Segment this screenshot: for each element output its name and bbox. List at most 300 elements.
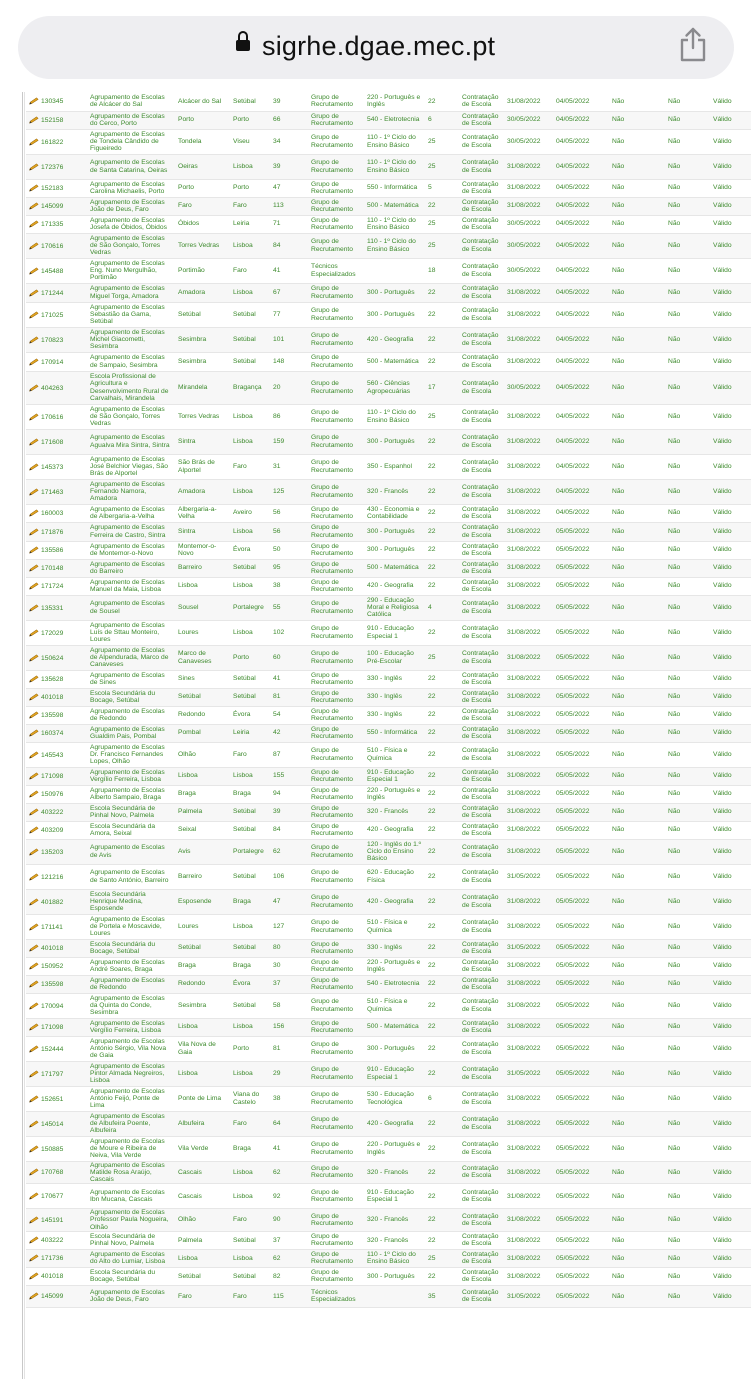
table-row[interactable] <box>26 1249 751 1267</box>
offer-id-cell[interactable] <box>26 645 88 670</box>
flag-1: Não <box>612 1094 625 1102</box>
table-row[interactable] <box>26 522 751 541</box>
offer-id: 135598 <box>41 980 64 988</box>
offer-id-cell[interactable] <box>26 1061 88 1086</box>
status: Válido <box>713 509 732 517</box>
table-row[interactable] <box>26 429 751 454</box>
publication-date-cell <box>554 767 610 785</box>
table-row[interactable] <box>26 803 751 821</box>
contract-type: Contratação de Escola <box>462 822 499 837</box>
contract-type-cell <box>460 327 505 352</box>
contract-type-cell <box>460 371 505 404</box>
offer-id-cell[interactable] <box>26 504 88 522</box>
publication-date: 04/05/2022 <box>556 487 590 495</box>
group-code-cell <box>426 283 460 302</box>
offer-id-cell[interactable] <box>26 914 88 939</box>
offer-id-cell[interactable] <box>26 302 88 327</box>
district-cell <box>231 559 271 577</box>
offer-id-cell[interactable] <box>26 939 88 957</box>
status-cell <box>711 993 751 1018</box>
contract-type: Contratação de Escola <box>462 578 499 593</box>
publication-date-cell <box>554 197 610 215</box>
flag-2-cell <box>666 1086 711 1111</box>
offer-id-cell[interactable] <box>26 1036 88 1061</box>
offer-id-cell[interactable] <box>26 724 88 742</box>
publication-date: 05/05/2022 <box>556 1094 590 1102</box>
table-row[interactable] <box>26 742 751 767</box>
offer-id-cell[interactable] <box>26 595 88 620</box>
recruitment-type: Técnicos Especializados <box>311 263 356 278</box>
table-row[interactable] <box>26 839 751 864</box>
edit-pencil-icon[interactable] <box>28 289 40 297</box>
district-cell <box>231 975 271 993</box>
flag-1-cell <box>610 914 666 939</box>
table-row[interactable] <box>26 327 751 352</box>
end-date: 31/08/2022 <box>507 1001 541 1009</box>
edit-pencil-icon[interactable] <box>28 1120 40 1128</box>
table-row[interactable] <box>26 1267 751 1285</box>
district-cell <box>231 352 271 371</box>
recruitment-type-cell <box>309 767 365 785</box>
table-row[interactable] <box>26 283 751 302</box>
district: Faro <box>233 750 247 758</box>
recruitment-type: Grupo de Recrutamento <box>311 1233 354 1248</box>
edit-pencil-icon[interactable] <box>28 564 40 572</box>
offer-id-cell[interactable] <box>26 577 88 595</box>
table-row[interactable] <box>26 939 751 957</box>
offer-id: 403209 <box>41 826 64 834</box>
table-row[interactable] <box>26 670 751 688</box>
edit-pencil-icon[interactable] <box>28 116 40 124</box>
edit-pencil-icon[interactable] <box>28 629 40 637</box>
edit-pencil-icon[interactable] <box>28 163 40 171</box>
group-code: 17 <box>428 383 436 391</box>
table-row[interactable] <box>26 1209 751 1232</box>
end-date: 31/08/2022 <box>507 962 541 970</box>
edit-pencil-icon[interactable] <box>28 184 40 192</box>
edit-pencil-icon[interactable] <box>28 873 40 881</box>
recruitment-type: Grupo de Recrutamento <box>311 238 354 253</box>
flag-1: Não <box>612 412 625 420</box>
offer-id-cell[interactable] <box>26 154 88 179</box>
table-row[interactable] <box>26 1231 751 1249</box>
table-row[interactable] <box>26 454 751 479</box>
table-row[interactable] <box>26 688 751 706</box>
status: Válido <box>713 412 732 420</box>
hours: 81 <box>273 693 281 701</box>
end-date: 31/08/2022 <box>507 97 541 105</box>
hours-cell <box>271 111 309 129</box>
district: Viseu <box>233 137 250 145</box>
district: Lisboa <box>233 162 253 170</box>
school-name-cell <box>88 154 176 179</box>
offer-id: 152651 <box>41 1095 64 1103</box>
table-row[interactable] <box>26 1086 751 1111</box>
edit-pencil-icon[interactable] <box>28 808 40 816</box>
recruitment-group-cell <box>365 111 426 129</box>
edit-pencil-icon[interactable] <box>28 654 40 662</box>
edit-pencil-icon[interactable] <box>28 944 40 952</box>
offer-id-cell[interactable] <box>26 429 88 454</box>
offer-id-cell[interactable] <box>26 1161 88 1184</box>
offer-id-cell[interactable] <box>26 258 88 283</box>
offer-id-cell[interactable] <box>26 559 88 577</box>
table-row[interactable] <box>26 352 751 371</box>
table-row[interactable] <box>26 620 751 645</box>
flag-2: Não <box>668 1236 681 1244</box>
offer-id-cell[interactable] <box>26 742 88 767</box>
recruitment-group: 120 - Inglês do 1.º Ciclo do Ensino Básico <box>367 840 422 863</box>
flag-1: Não <box>612 826 625 834</box>
edit-pencil-icon[interactable] <box>28 1145 40 1153</box>
table-row[interactable] <box>26 864 751 889</box>
hours: 77 <box>273 310 281 318</box>
status: Válido <box>713 1023 732 1031</box>
offer-id-cell[interactable] <box>26 803 88 821</box>
offer-id-cell[interactable] <box>26 541 88 559</box>
table-row[interactable] <box>26 504 751 522</box>
edit-pencil-icon[interactable] <box>28 1045 40 1053</box>
edit-pencil-icon[interactable] <box>28 582 40 590</box>
table-row[interactable] <box>26 1036 751 1061</box>
offer-id-cell[interactable] <box>26 957 88 975</box>
offer-id-cell[interactable] <box>26 1209 88 1232</box>
edit-pencil-icon[interactable] <box>28 1002 40 1010</box>
recruitment-group-cell <box>365 1111 426 1136</box>
flag-1-cell <box>610 1267 666 1285</box>
recruitment-group: 530 - Educação Tecnológica <box>367 1091 414 1106</box>
recruitment-group: 330 - Inglês <box>367 944 402 952</box>
municipality-cell <box>176 767 231 785</box>
table-row[interactable] <box>26 1111 751 1136</box>
offer-id-cell[interactable] <box>26 1267 88 1285</box>
edit-pencil-icon[interactable] <box>28 1236 40 1244</box>
table-row[interactable] <box>26 1136 751 1161</box>
flag-2-cell <box>666 215 711 233</box>
group-code: 25 <box>428 1254 436 1262</box>
flag-1: Não <box>612 509 625 517</box>
table-row[interactable] <box>26 577 751 595</box>
edit-pencil-icon[interactable] <box>28 463 40 471</box>
edit-pencil-icon[interactable] <box>28 1254 40 1262</box>
flag-1: Não <box>612 808 625 816</box>
offer-id-cell[interactable] <box>26 129 88 154</box>
edit-pencil-icon[interactable] <box>28 336 40 344</box>
flag-1-cell <box>610 559 666 577</box>
offer-id-cell[interactable] <box>26 1184 88 1209</box>
offer-id-cell[interactable] <box>26 821 88 839</box>
offer-id-cell[interactable] <box>26 1231 88 1249</box>
flag-2-cell <box>666 197 711 215</box>
flag-1: Não <box>612 357 625 365</box>
offer-id-cell[interactable] <box>26 522 88 541</box>
offer-id-cell[interactable] <box>26 975 88 993</box>
end-date: 31/08/2022 <box>507 603 541 611</box>
offer-id: 171736 <box>41 1254 64 1262</box>
recruitment-type: Técnicos Especializados <box>311 1289 356 1304</box>
offer-id-cell[interactable] <box>26 670 88 688</box>
offer-id-cell[interactable] <box>26 620 88 645</box>
offer-id-cell[interactable] <box>26 1018 88 1036</box>
recruitment-group-cell <box>365 352 426 371</box>
table-row[interactable] <box>26 215 751 233</box>
flag-1: Não <box>612 1254 625 1262</box>
table-row[interactable] <box>26 821 751 839</box>
table-row[interactable] <box>26 1061 751 1086</box>
edit-pencil-icon[interactable] <box>28 509 40 517</box>
table-row[interactable] <box>26 914 751 939</box>
edit-pencil-icon[interactable] <box>28 1272 40 1280</box>
edit-pencil-icon[interactable] <box>28 546 40 554</box>
offer-id-cell[interactable] <box>26 1111 88 1136</box>
recruitment-group: 110 - 1º Ciclo do Ensino Básico <box>367 409 416 424</box>
contract-type: Contratação de Escola <box>462 1289 499 1304</box>
recruitment-type: Grupo de Recrutamento <box>311 689 354 704</box>
edit-pencil-icon[interactable] <box>28 848 40 856</box>
contract-type-cell <box>460 1267 505 1285</box>
hours: 39 <box>273 808 281 816</box>
offer-id-cell[interactable] <box>26 889 88 914</box>
status: Válido <box>713 220 732 228</box>
edit-pencil-icon[interactable] <box>28 1192 40 1200</box>
offer-id-cell[interactable] <box>26 706 88 724</box>
school-name-cell <box>88 454 176 479</box>
flag-1: Não <box>612 962 625 970</box>
table-row[interactable] <box>26 1184 751 1209</box>
edit-pencil-icon[interactable] <box>28 980 40 988</box>
offer-id-cell[interactable] <box>26 688 88 706</box>
edit-pencil-icon[interactable] <box>28 898 40 906</box>
school-name-cell <box>88 975 176 993</box>
edit-pencil-icon[interactable] <box>28 202 40 210</box>
recruitment-type: Grupo de Recrutamento <box>311 1041 354 1056</box>
contract-type: Contratação de Escola <box>462 459 499 474</box>
table-row[interactable] <box>26 154 751 179</box>
table-row[interactable] <box>26 233 751 258</box>
district: Lisboa <box>233 487 253 495</box>
status-cell <box>711 1086 751 1111</box>
table-row[interactable] <box>26 785 751 803</box>
table-row[interactable] <box>26 404 751 429</box>
edit-pencil-icon[interactable] <box>28 1292 40 1300</box>
table-row[interactable] <box>26 645 751 670</box>
table-row[interactable] <box>26 258 751 283</box>
edit-pencil-icon[interactable] <box>28 311 40 319</box>
table-row[interactable] <box>26 1018 751 1036</box>
contract-type: Contratação de Escola <box>462 958 499 973</box>
status-cell <box>711 258 751 283</box>
offer-id-cell[interactable] <box>26 327 88 352</box>
edit-pencil-icon[interactable] <box>28 1023 40 1031</box>
group-code-cell <box>426 839 460 864</box>
status-cell <box>711 803 751 821</box>
contract-type-cell <box>460 479 505 504</box>
publication-date: 04/05/2022 <box>556 412 590 420</box>
group-code-cell <box>426 1086 460 1111</box>
edit-pencil-icon[interactable] <box>28 1070 40 1078</box>
table-row[interactable] <box>26 197 751 215</box>
district: Setúbal <box>233 1236 256 1244</box>
table-row[interactable] <box>26 993 751 1018</box>
edit-pencil-icon[interactable] <box>28 528 40 536</box>
edit-pencil-icon[interactable] <box>28 604 40 612</box>
edit-pencil-icon[interactable] <box>28 384 40 392</box>
offer-id-cell[interactable] <box>26 92 88 111</box>
offer-id-cell[interactable] <box>26 864 88 889</box>
edit-pencil-icon[interactable] <box>28 675 40 683</box>
offer-id-cell[interactable] <box>26 1086 88 1111</box>
contract-type-cell <box>460 785 505 803</box>
edit-pencil-icon[interactable] <box>28 242 40 250</box>
table-row[interactable] <box>26 302 751 327</box>
publication-date: 05/05/2022 <box>556 750 590 758</box>
group-code-cell <box>426 541 460 559</box>
table-row[interactable] <box>26 371 751 404</box>
publication-date: 05/05/2022 <box>556 1254 590 1262</box>
table-row[interactable] <box>26 595 751 620</box>
offer-id-cell[interactable] <box>26 767 88 785</box>
flag-1: Não <box>612 897 625 905</box>
table-row[interactable] <box>26 92 751 111</box>
edit-pencil-icon[interactable] <box>28 267 40 275</box>
contract-type-cell <box>460 1184 505 1209</box>
table-row[interactable] <box>26 957 751 975</box>
edit-pencil-icon[interactable] <box>28 772 40 780</box>
offer-id-cell[interactable] <box>26 352 88 371</box>
municipality-cell <box>176 706 231 724</box>
group-code: 22 <box>428 944 436 952</box>
edit-pencil-icon[interactable] <box>28 488 40 496</box>
school-name: Agrupamento de Escolas António Sérgio, Vila Nova de Gaia <box>90 1037 167 1060</box>
school-name: Agrupamento de Escolas do Alto do Lumiar, Lisboa <box>90 1251 166 1266</box>
edit-pencil-icon[interactable] <box>28 923 40 931</box>
edit-pencil-icon[interactable] <box>28 962 40 970</box>
status-cell <box>711 352 751 371</box>
contract-type: Contratação de Escola <box>462 434 499 449</box>
edit-pencil-icon[interactable] <box>28 220 40 228</box>
recruitment-type: Grupo de Recrutamento <box>311 786 354 801</box>
edit-pencil-icon[interactable] <box>28 729 40 737</box>
offer-id-cell[interactable] <box>26 215 88 233</box>
hours-cell <box>271 595 309 620</box>
edit-pencil-icon[interactable] <box>28 358 40 366</box>
edit-pencil-icon[interactable] <box>28 1095 40 1103</box>
group-code: 22 <box>428 675 436 683</box>
school-name: Agrupamento de Escolas de Portela e Moscavide, Loures <box>90 915 165 938</box>
offer-id-cell[interactable] <box>26 404 88 429</box>
contract-type: Contratação de Escola <box>462 1116 499 1131</box>
offer-id-cell[interactable] <box>26 839 88 864</box>
flag-1: Não <box>612 97 625 105</box>
offer-id-cell[interactable] <box>26 111 88 129</box>
table-row[interactable] <box>26 706 751 724</box>
status-cell <box>711 670 751 688</box>
table-row[interactable] <box>26 179 751 197</box>
share-icon[interactable] <box>678 26 708 62</box>
offer-id-cell[interactable] <box>26 1249 88 1267</box>
municipality: Pombal <box>178 729 201 737</box>
edit-pencil-icon[interactable] <box>28 826 40 834</box>
hours: 47 <box>273 897 281 905</box>
flag-2-cell <box>666 595 711 620</box>
end-date: 31/08/2022 <box>507 897 541 905</box>
offer-id-cell[interactable] <box>26 1136 88 1161</box>
offer-id-cell[interactable] <box>26 479 88 504</box>
offer-id: 150976 <box>41 790 64 798</box>
table-row[interactable] <box>26 767 751 785</box>
edit-pencil-icon[interactable] <box>28 1168 40 1176</box>
flag-1: Não <box>612 310 625 318</box>
hours: 95 <box>273 564 281 572</box>
edit-pencil-icon[interactable] <box>28 790 40 798</box>
offer-id-cell[interactable] <box>26 233 88 258</box>
table-row[interactable] <box>26 889 751 914</box>
table-row[interactable] <box>26 129 751 154</box>
contract-type-cell <box>460 821 505 839</box>
edit-pencil-icon[interactable] <box>28 413 40 421</box>
offer-id-cell[interactable] <box>26 197 88 215</box>
edit-pencil-icon[interactable] <box>28 438 40 446</box>
offer-id-cell[interactable] <box>26 993 88 1018</box>
status: Válido <box>713 1254 732 1262</box>
hours-cell <box>271 215 309 233</box>
recruitment-type-cell <box>309 283 365 302</box>
edit-pencil-icon[interactable] <box>28 711 40 719</box>
municipality-cell <box>176 839 231 864</box>
offer-id: 171463 <box>41 488 64 496</box>
table-row[interactable] <box>26 1161 751 1184</box>
publication-date-cell <box>554 706 610 724</box>
table-row[interactable] <box>26 975 751 993</box>
edit-pencil-icon[interactable] <box>28 1216 40 1224</box>
group-code: 22 <box>428 772 436 780</box>
group-code: 22 <box>428 97 436 105</box>
publication-date-cell <box>554 864 610 889</box>
table-row[interactable] <box>26 559 751 577</box>
edit-pencil-icon[interactable] <box>28 693 40 701</box>
offer-id-cell[interactable] <box>26 454 88 479</box>
offer-id-cell[interactable] <box>26 371 88 404</box>
offer-id-cell[interactable] <box>26 179 88 197</box>
recruitment-type: Grupo de Recrutamento <box>311 1212 354 1227</box>
table-row[interactable] <box>26 111 751 129</box>
contract-type: Contratação de Escola <box>462 919 499 934</box>
school-name-cell <box>88 1111 176 1136</box>
offer-id-cell[interactable] <box>26 283 88 302</box>
edit-pencil-icon[interactable] <box>28 138 40 146</box>
municipality-cell <box>176 645 231 670</box>
flag-2-cell <box>666 803 711 821</box>
offer-id-cell[interactable] <box>26 785 88 803</box>
hours-cell <box>271 522 309 541</box>
contract-type: Contratação de Escola <box>462 1188 499 1204</box>
contract-type-cell <box>460 803 505 821</box>
edit-pencil-icon[interactable] <box>28 751 40 759</box>
recruitment-group: 430 - Economia e Contabilidade <box>367 505 420 520</box>
table-row[interactable] <box>26 479 751 504</box>
table-row[interactable] <box>26 541 751 559</box>
flag-1-cell <box>610 864 666 889</box>
end-date-cell <box>505 1086 554 1111</box>
offer-id-cell[interactable] <box>26 1285 88 1307</box>
edit-pencil-icon[interactable] <box>28 97 40 105</box>
table-row[interactable] <box>26 724 751 742</box>
offer-id: 145191 <box>41 1216 64 1224</box>
end-date-cell <box>505 595 554 620</box>
url-text[interactable]: sigrhe.dgae.mec.pt <box>262 31 496 61</box>
municipality: Porto <box>178 116 194 124</box>
table-row[interactable] <box>26 1285 751 1307</box>
